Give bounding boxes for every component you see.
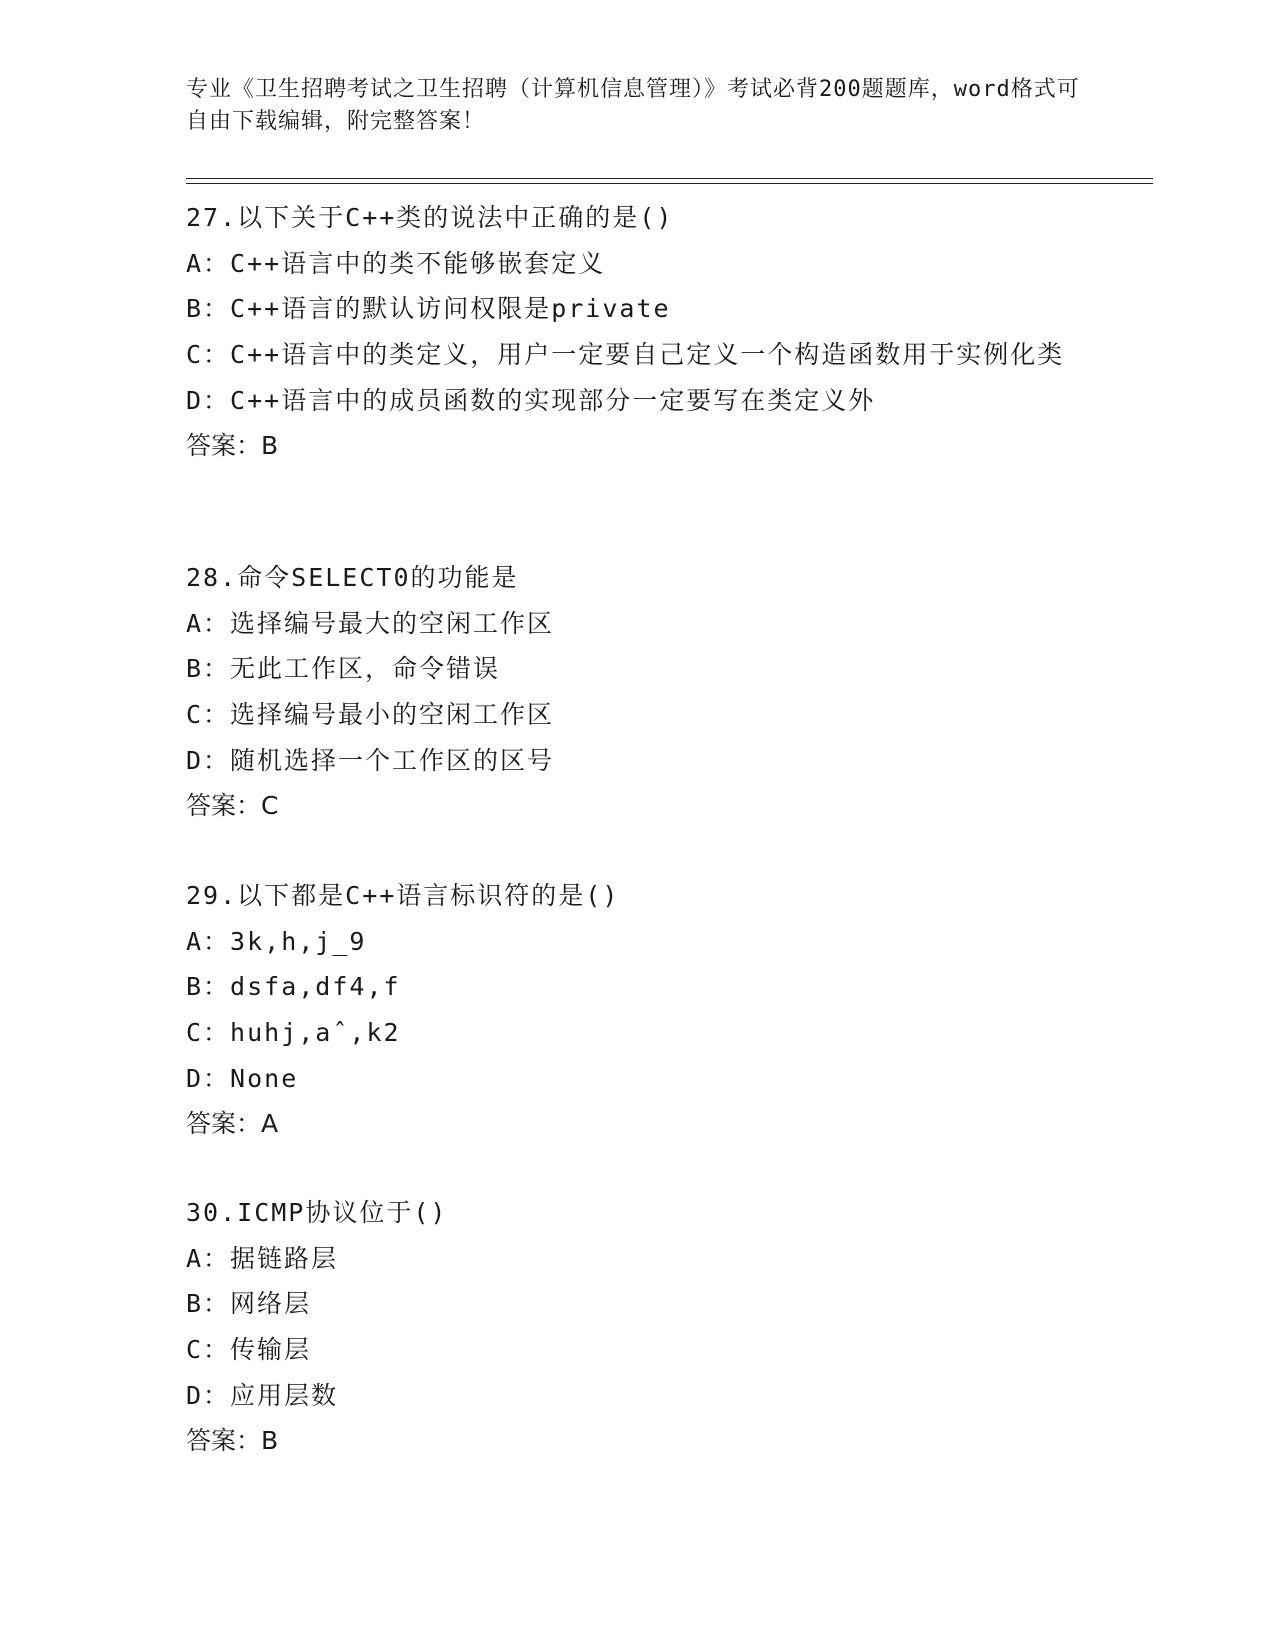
option-b: B：无此工作区，命令错误	[186, 654, 501, 684]
question-stem: 29.以下都是C++语言标识符的是()	[186, 881, 620, 910]
question-stem: 28.命令SELECT0的功能是	[186, 563, 519, 592]
answer-text: 答案：C	[186, 791, 279, 821]
option-d: D：None	[186, 1063, 299, 1093]
option-a: A：选择编号最大的空闲工作区	[186, 608, 555, 638]
question-block-30	[186, 1190, 1086, 1464]
option-a: A：3k,h,j_9	[186, 926, 367, 956]
question-block-29	[186, 873, 1086, 1147]
option-d: D：C++语言中的成员函数的实现部分一定要写在类定义外	[186, 385, 876, 415]
option-c: C：C++语言中的类定义，用户一定要自己定义一个构造函数用于实例化类	[186, 340, 1065, 370]
option-c: C：传输层	[186, 1335, 312, 1365]
option-c: C：选择编号最小的空闲工作区	[186, 700, 555, 730]
header-divider-bottom	[186, 183, 1153, 184]
option-d: D：随机选择一个工作区的区号	[186, 745, 555, 775]
option-a: A：据链路层	[186, 1243, 339, 1273]
option-b: B：网络层	[186, 1289, 312, 1319]
answer-text: 答案：A	[186, 1109, 279, 1139]
option-c: C：huhj,aˆ,k2	[186, 1018, 401, 1048]
question-block-27	[186, 195, 1086, 469]
question-stem: 30.ICMP协议位于()	[186, 1198, 448, 1227]
answer-text: 答案：B	[186, 1426, 279, 1456]
question-stem: 27.以下关于C++类的说法中正确的是()	[186, 203, 674, 232]
option-b: B：C++语言的默认访问权限是private	[186, 294, 671, 324]
option-d: D：应用层数	[186, 1380, 339, 1410]
answer-text: 答案：B	[186, 431, 279, 461]
question-block-28	[186, 555, 1086, 829]
header-divider-top	[186, 178, 1153, 179]
option-a: A：C++语言中的类不能够嵌套定义	[186, 248, 606, 278]
option-b: B：dsfa,df4,f	[186, 972, 401, 1002]
document-header: 专业《卫生招聘考试之卫生招聘（计算机信息管理）》考试必背200题题库，word格式可自由下载编辑，附完整答案！	[186, 77, 1080, 134]
